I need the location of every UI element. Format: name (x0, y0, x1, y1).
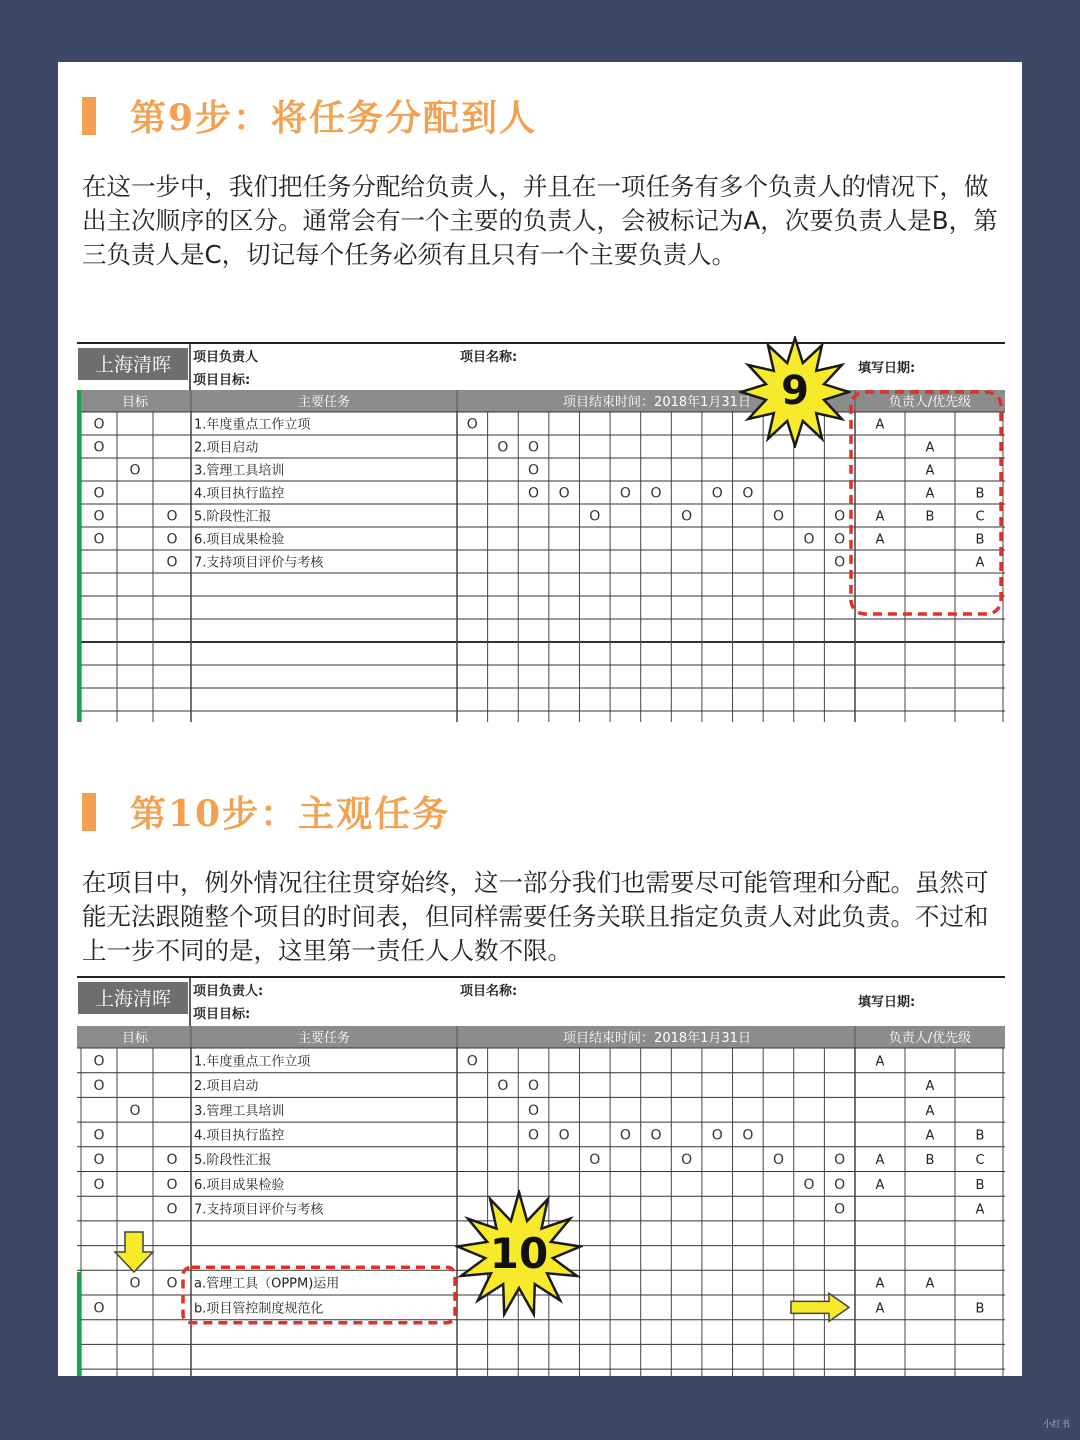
task-name: b.项目管控制度规范化 (194, 1301, 324, 1317)
task-name: 7.支持项目评价与考核 (194, 1202, 324, 1218)
owner-priority: A (875, 1177, 885, 1193)
timeline-mark: O (711, 485, 723, 502)
timeline-mark: O (834, 531, 846, 548)
goal-mark: O (93, 1127, 105, 1144)
timeline-mark: O (528, 1102, 540, 1119)
owner-priority: B (975, 1177, 985, 1193)
company-logo: 上海清晖 (94, 988, 172, 1010)
timeline-mark: O (528, 462, 540, 479)
timeline-mark: O (558, 1127, 570, 1144)
owner-priority: A (925, 1276, 935, 1292)
heading-bar (82, 97, 96, 135)
column-header-goal: 目标 (121, 395, 149, 410)
step9-heading (82, 90, 537, 141)
column-header-owner-priority: 负责人/优先级 (888, 395, 972, 410)
timeline-mark: O (834, 1176, 846, 1193)
goal-mark: O (93, 508, 105, 525)
task-name: 3.管理工具培训 (194, 1103, 285, 1119)
step9-paragraph: 在这一步中，我们把任务分配给负责人，并且在一项任务有多个负责人的情况下，做出主次顺序的区分。通常会有一个主要的负责人，会被标记为A，次要负责人是B，第三负责人是C，切记每个任务必须有且只有一个主要负责人。 (82, 172, 998, 269)
owner-priority: A (925, 486, 935, 502)
column-header-end-time: 项目结束时间：2018年1月31日 (563, 1031, 751, 1046)
timeline-mark: O (497, 439, 509, 456)
task-name: 2.项目启动 (194, 440, 259, 456)
timeline-mark: O (466, 1053, 478, 1070)
sheet-left-edge (77, 1272, 81, 1376)
timeline-mark: O (558, 485, 570, 502)
goal-mark: O (166, 531, 178, 548)
step9-starburst-badge (739, 336, 851, 448)
timeline-mark: O (650, 485, 662, 502)
owner-priority: A (875, 417, 885, 433)
column-header-task: 主要任务 (297, 1031, 351, 1046)
timeline-mark: O (619, 1127, 631, 1144)
timeline-mark: O (619, 485, 631, 502)
owner-priority: A (925, 1079, 935, 1095)
owner-priority: A (875, 1054, 885, 1070)
timeline-mark: O (772, 1152, 784, 1169)
watermark: 小红书 (1042, 1420, 1070, 1430)
goal-mark: O (129, 462, 141, 479)
task-name: a.管理工具（OPPM)运用 (194, 1276, 340, 1292)
owner-priority: B (975, 1128, 985, 1144)
owner-priority: C (975, 509, 985, 525)
goal-mark: O (93, 416, 105, 433)
column-header-goal: 目标 (121, 1031, 149, 1046)
owner-priority: B (975, 486, 985, 502)
timeline-mark: O (528, 1127, 540, 1144)
owner-priority: A (925, 440, 935, 456)
timeline-mark: O (528, 1078, 540, 1095)
sheet-left-edge (77, 390, 81, 722)
goal-mark: O (166, 508, 178, 525)
heading-bar (82, 793, 96, 831)
owner-priority: A (975, 1202, 985, 1218)
goal-mark: O (129, 1102, 141, 1119)
project-goal-label: 项目目标: (193, 373, 251, 388)
timeline-mark: O (834, 508, 846, 525)
goal-mark: O (93, 1152, 105, 1169)
timeline-mark: O (528, 485, 540, 502)
owner-column-highlight (851, 392, 1001, 614)
right-arrow-icon (791, 1293, 849, 1321)
fill-date-label: 填写日期: (858, 995, 916, 1010)
owner-priority: A (875, 509, 885, 525)
timeline-mark: O (742, 1127, 754, 1144)
owner-priority: C (975, 1153, 985, 1169)
goal-mark: O (166, 1201, 178, 1218)
goal-mark: O (93, 1300, 105, 1317)
owner-priority: A (975, 555, 985, 571)
timeline-mark: O (497, 1078, 509, 1095)
column-header-owner-priority: 负责人/优先级 (888, 1031, 972, 1046)
timeline-mark: O (803, 531, 815, 548)
step10-title: 第10步：主观任务 (130, 793, 451, 835)
spreadsheet-step9 (77, 342, 1005, 722)
owner-priority: B (975, 532, 985, 548)
goal-mark: O (129, 1275, 141, 1292)
goal-mark: O (93, 1176, 105, 1193)
project-owner-label: 项目负责人 (193, 350, 259, 365)
column-header-band (77, 1026, 1005, 1048)
owner-priority: B (925, 509, 935, 525)
task-name: 1.年度重点工作立项 (194, 1054, 311, 1070)
owner-priority: B (975, 1301, 985, 1317)
timeline-mark: O (742, 485, 754, 502)
task-name: 2.项目启动 (194, 1079, 259, 1095)
sheet-top-border (77, 976, 1005, 978)
timeline-mark: O (711, 1127, 723, 1144)
owner-priority: A (875, 1153, 885, 1169)
goal-mark: O (166, 1176, 178, 1193)
timeline-mark: O (772, 508, 784, 525)
task-name: 5.阶段性汇报 (194, 1153, 272, 1169)
step10-starburst-badge (455, 1190, 583, 1318)
project-goal-label: 项目目标: (193, 1007, 251, 1022)
column-header-task: 主要任务 (297, 395, 351, 410)
goal-mark: O (93, 1053, 105, 1070)
timeline-mark: O (834, 1152, 846, 1169)
owner-priority: A (925, 463, 935, 479)
task-name: 4.项目执行监控 (194, 486, 285, 502)
task-name: 3.管理工具培训 (194, 463, 285, 479)
timeline-mark: O (681, 1152, 693, 1169)
step10-heading (82, 786, 450, 837)
goal-mark: O (93, 1078, 105, 1095)
timeline-mark: O (834, 1201, 846, 1218)
owner-priority: A (875, 532, 885, 548)
owner-priority: A (875, 1276, 885, 1292)
goal-mark: O (166, 554, 178, 571)
sheet-grid (77, 342, 1005, 722)
owner-priority: A (925, 1128, 935, 1144)
goal-mark: O (93, 485, 105, 502)
timeline-mark: O (589, 508, 601, 525)
step10-paragraph: 在项目中，例外情况往往贯穿始终，这一部分我们也需要尽可能管理和分配。虽然可能无法跟随整个项目的时间表，但同样需要任务关联且指定负责人对此负责。不过和上一步不同的是，这里第一责任人人数不限。 (82, 868, 989, 965)
timeline-mark: O (803, 1176, 815, 1193)
timeline-mark: O (681, 508, 693, 525)
project-name-label: 项目名称: (460, 984, 518, 999)
task-name: 6.项目成果检验 (194, 1177, 285, 1193)
timeline-mark: O (834, 554, 846, 571)
goal-mark: O (166, 1152, 178, 1169)
timeline-mark: O (650, 1127, 662, 1144)
sheet-top-border (77, 342, 1005, 344)
task-name: 6.项目成果检验 (194, 532, 285, 548)
step9-title: 第9步：将任务分配到人 (130, 97, 538, 139)
task-name: 1.年度重点工作立项 (194, 417, 311, 433)
timeline-mark: O (466, 416, 478, 433)
task-name: 4.项目执行监控 (194, 1128, 285, 1144)
owner-priority: A (875, 1301, 885, 1317)
step10-badge-number: 10 (489, 1229, 549, 1278)
timeline-mark: O (589, 1152, 601, 1169)
down-arrow-icon (115, 1232, 153, 1272)
task-name: 7.支持项目评价与考核 (194, 555, 324, 571)
fill-date-label: 填写日期: (858, 361, 916, 376)
owner-priority: A (925, 1103, 935, 1119)
project-owner-label: 项目负责人: (193, 984, 264, 999)
company-logo: 上海清晖 (94, 354, 172, 376)
goal-mark: O (93, 439, 105, 456)
spreadsheet-step10 (77, 976, 1005, 1376)
goal-mark: O (93, 531, 105, 548)
owner-priority: B (925, 1153, 935, 1169)
timeline-mark: O (528, 439, 540, 456)
task-name: 5.阶段性汇报 (194, 509, 272, 525)
goal-mark: O (166, 1275, 178, 1292)
project-name-label: 项目名称: (460, 350, 518, 365)
column-header-end-time: 项目结束时间：2018年1月31日 (563, 395, 751, 410)
step9-badge-number: 9 (781, 368, 809, 414)
